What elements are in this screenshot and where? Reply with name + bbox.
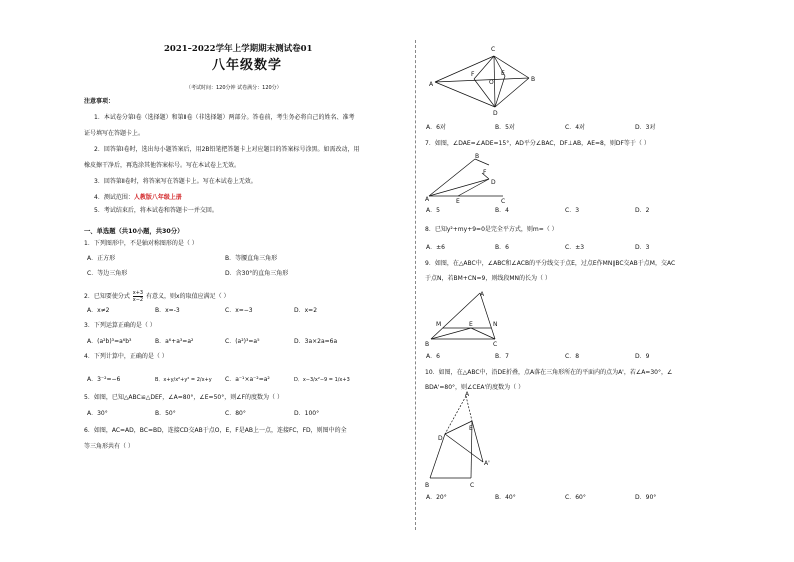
q10-option-a[interactable]: A．20° [426, 494, 447, 501]
q2-option-d[interactable]: D．x=2 [294, 307, 318, 314]
q6-option-d[interactable]: D．3对 [635, 124, 656, 131]
fig10-label-b: B [425, 482, 430, 489]
q1-option-c[interactable]: C．等边三角形 [87, 270, 128, 277]
left-column [84, 0, 406, 562]
fig10-label-c: C [470, 482, 475, 489]
q6-option-a[interactable]: A．6对 [426, 124, 446, 131]
q8-stem: 8．已知y²+my+9=0是完全平方式，则m=（ ） [425, 226, 558, 233]
q5-option-d[interactable]: D．100° [294, 410, 320, 417]
fig9-label-m: M [436, 321, 442, 328]
q3-option-a[interactable]: A．(a²b)³=a⁶b³ [87, 338, 132, 345]
fig6-label-b: B [531, 76, 536, 83]
fig7-label-d: D [491, 179, 496, 186]
q10-figure [425, 392, 505, 490]
section-heading: 一、单选题（共10小题，共30分） [84, 228, 184, 235]
fig7-label-f: F [483, 169, 487, 176]
q5-option-b[interactable]: B．50° [155, 410, 176, 417]
fig10-label-e: E [469, 425, 473, 432]
exam-title: 2021–2022学年上学期期末测试卷01 [164, 44, 313, 54]
note-2b: 橡皮擦干净后，再选涂其他答案标号。写在本试卷上无效。 [84, 162, 241, 169]
fig7-label-a: A [425, 196, 430, 203]
q7-option-d[interactable]: D．2 [635, 207, 650, 214]
q2-stem-pre: 2．已知要使分式 [84, 293, 130, 300]
column-divider [415, 40, 416, 530]
q5-option-a[interactable]: A．30° [87, 410, 108, 417]
q7-option-c[interactable]: C．3 [565, 207, 580, 214]
q8-option-b[interactable]: B．6 [495, 244, 509, 251]
q7-figure [425, 152, 515, 205]
fig9-label-b: B [425, 341, 430, 348]
fig6-label-o: O [489, 79, 494, 86]
q5-option-c[interactable]: C．80° [225, 410, 246, 417]
q4-option-a[interactable]: A．3⁻²=−6 [87, 376, 121, 383]
q3-stem: 3．下列运算正确的是（ ） [84, 322, 156, 329]
q1-option-d[interactable]: D．含30°的直角三角形 [225, 270, 289, 277]
note-2: 2．回答第Ⅰ卷时，选出每小题答案后，用2B铅笔把答题卡上对应题目的答案标号涂黑。如需改动，用 [94, 146, 360, 153]
fig6-label-a: A [429, 81, 434, 88]
test-range: 人教版八年级上册 [133, 194, 182, 201]
q9-stem-line2: 于点N，若BM+CN=9，则线段MN的长为（ ） [425, 275, 551, 282]
fig10-label-d: D [438, 435, 443, 442]
q8-option-d[interactable]: D．3 [635, 244, 650, 251]
q2-option-c[interactable]: C．x=−3 [225, 307, 253, 314]
fig6-label-c: C [491, 46, 496, 53]
q4-option-d[interactable]: D．x−3/x²−9 = 1/x+3 [294, 377, 350, 383]
fig6-label-e: E [501, 70, 505, 77]
fig9-label-a: A [480, 291, 485, 298]
q10-stem-line1: 10．如图，在△ABC中，沿DE折叠，点A落在三角形所在的平面内的点为A'，若∠A=30°，∠ [425, 369, 673, 376]
q1-option-a[interactable]: A．正方形 [87, 255, 116, 262]
q9-option-c[interactable]: C．8 [565, 353, 580, 360]
q6-option-c[interactable]: C．4对 [565, 124, 586, 131]
fig7-label-e: E [456, 198, 460, 205]
q2-frac-den: x−2 [132, 297, 144, 303]
q4-option-b[interactable]: B．x+y/x²+y² = 2/x+y [155, 377, 212, 383]
fig7-label-b: B [475, 153, 480, 160]
q4-option-c[interactable]: C．a⁻¹×a⁻²=a² [225, 376, 270, 383]
q6-figure [425, 40, 545, 120]
q2-option-a[interactable]: A．x≠2 [87, 307, 110, 314]
q3-option-d[interactable]: D．3a×2a=6a [294, 338, 338, 345]
q4-stem: 4．下列计算中，正确的是（ ） [84, 353, 168, 360]
right-column [425, 0, 725, 562]
q8-option-c[interactable]: C．±3 [565, 244, 585, 251]
q7-option-a[interactable]: A．5 [426, 207, 440, 214]
fig6-label-d: D [493, 110, 498, 117]
q3-option-c[interactable]: C．(a²)³=a⁵ [225, 338, 260, 345]
q10-option-c[interactable]: C．60° [565, 494, 586, 501]
q9-figure [425, 286, 515, 348]
q9-option-b[interactable]: B．7 [495, 353, 509, 360]
q9-stem-line1: 9．如图，在△ABC中，∠ABC和∠ACB的平分线交于点E，过点E作MN∥BC交AB于点M，交AC [425, 260, 676, 267]
q2-option-b[interactable]: B．x=-3 [155, 307, 180, 314]
note-5: 5．考试结束后，将本试卷和答题卡一并交回。 [94, 207, 218, 214]
q6-stem-line1: 6．如图，AC=AD，BC=BD，连接CD交AB于点O，E，F是AB上一点，连接FC，FD，则图中的全 [84, 427, 347, 434]
note-1b: 证号填写在答题卡上。 [84, 130, 145, 137]
q10-option-b[interactable]: B．40° [495, 494, 516, 501]
q9-option-a[interactable]: A．6 [426, 353, 440, 360]
q10-stem-line2: BDA'=80°，则∠CEA'的度数为（ ） [425, 384, 525, 391]
fig7-label-c: C [501, 198, 506, 205]
note-3: 3．回答第Ⅱ卷时，将答案写在答题卡上。写在本试卷上无效。 [94, 178, 257, 185]
q9-option-d[interactable]: D．9 [635, 353, 650, 360]
notes-heading: 注意事项： [84, 98, 115, 105]
exam-meta: （考试时间：120分钟 试卷满分：120分） [186, 85, 282, 91]
q5-stem: 5．如图，已知△ABC≌△DEF，∠A=80°，∠E=50°，则∠F的度数为（ ） [84, 394, 283, 401]
exam-subject: 八年级数学 [212, 58, 283, 73]
fig9-label-e: E [469, 321, 473, 328]
note-4 [94, 194, 182, 202]
q2-stem-post: 有意义，则x的取值应满足（ ） [146, 293, 230, 300]
q3-option-b[interactable]: B．a⁶+a³=a² [155, 338, 194, 345]
q6-stem-line2: 等三角形共有（ ） [84, 443, 134, 450]
q6-option-b[interactable]: B．5对 [495, 124, 515, 131]
q1-option-b[interactable]: B．等腰直角三角形 [225, 255, 278, 262]
fig6-label-f: F [471, 71, 475, 78]
fig9-label-n: N [493, 321, 498, 328]
fig10-label-a: A [465, 391, 470, 398]
q1-stem: 1．下列图形中，不是轴对称图形的是（ ） [84, 240, 198, 247]
q2-fraction [133, 290, 143, 303]
note-1: 1．本试卷分第Ⅰ卷（选择题）和第Ⅱ卷（非选择题）两部分。答卷前，考生务必将自己的姓名、准考 [94, 114, 355, 121]
note-4-label: 4．测试范围： [94, 194, 134, 201]
q8-option-a[interactable]: A．±6 [426, 244, 445, 251]
q2-stem [84, 290, 229, 303]
fig9-label-c: C [493, 341, 498, 348]
q7-option-b[interactable]: B．4 [495, 207, 509, 214]
q7-stem: 7．如图，∠DAE=∠ADE=15°，AD平分∠BAC，DF⊥AB，AE=8，则DF等于（ ） [425, 140, 650, 147]
q10-option-d[interactable]: D．90° [635, 494, 657, 501]
q2-frac-num: x+3 [132, 290, 144, 296]
fig10-label-a-prime: A' [484, 460, 490, 467]
